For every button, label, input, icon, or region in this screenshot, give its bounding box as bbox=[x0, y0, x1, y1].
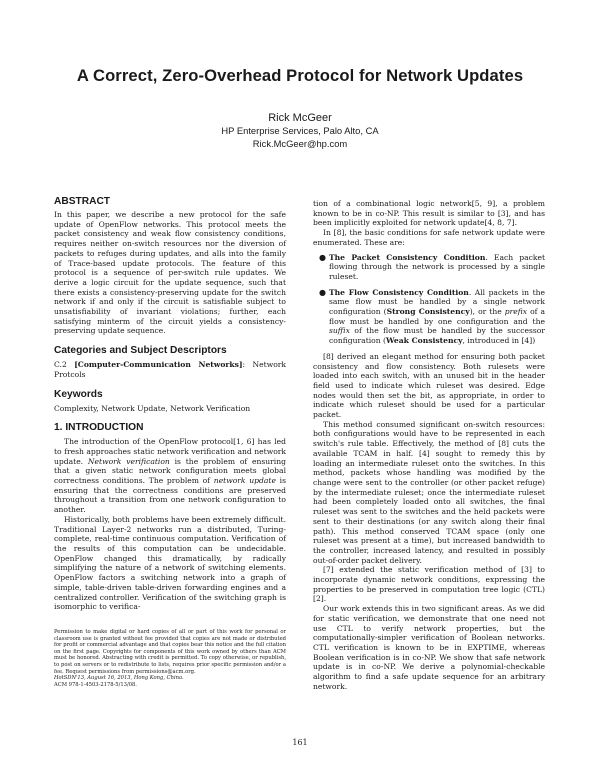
introduction-heading: 1. INTRODUCTION bbox=[54, 422, 144, 434]
bullet-1-text: . Each packet flowing through the network is processed by a single ruleset. bbox=[329, 252, 545, 281]
right-paragraph-6: Our work extends this in two significant areas. As we did for static verification, we demonstrate that one need not use CTL to verify network properties, but the computationally-simpler verification of Boolean networks. CTL verification is known to be in EXPTIME, whereas Boolean verification is in co-NP. We show that safe network update is in co-NP. We derive a polynomial-checkable algorithm to find a safe update sequence for an arbitrary network. bbox=[313, 604, 545, 691]
list-item bbox=[319, 287, 546, 346]
bullet-2-head: The Flow Consistency Condition bbox=[329, 287, 469, 297]
abstract-text: In this paper, we describe a new protocol for the safe update of OpenFlow networks. This protocol meets the packet consistency and weak flow consistency conditions, requires neither on-switch resources nor the diversion of packets to refuges during updates, and alls into the family of Trace-based update protocols. The feature of this protocol is a sequence of per-switch rule updates. We derive a logic circuit for the update sequence, such that there exists a consistency-preserving update for the switch network if and only if the circuit is satisfiable subject to unsatisfiability of invariant violations; further, each satisfying minterm of the circuit yields a consistency-preserving update sequence. bbox=[54, 210, 286, 336]
bullet-1-head: The Packet Consistency Condition bbox=[329, 252, 486, 262]
intro-paragraph-1 bbox=[54, 437, 286, 515]
bullet-2-bold-1: Strong Consistency bbox=[386, 307, 470, 317]
right-paragraph-3: [8] derived an elegant method for ensuring both packet consistency and flow consistency. Both rulesets were loaded into each switch, with an unused bit in the header field used to indicate which ruleset was desired. Edge nodes would then set the bit, as appropriate, in order to indicate which ruleset should be used for a particular packet. bbox=[313, 351, 545, 420]
keywords-heading: Keywords bbox=[54, 388, 103, 400]
footnote-venue bbox=[54, 675, 286, 682]
categories-post: : Network Protcols bbox=[54, 360, 287, 379]
conditions-list bbox=[313, 253, 545, 346]
bullet-2-text-e: , introduced in [4]) bbox=[462, 336, 536, 346]
categories-bold: [Computer-Communication Networks] bbox=[74, 360, 243, 370]
right-paragraph-5: [7] extended the static verification method of [3] to incorporate dynamic network conditions, expressing the properties to be preserved in computation tree logic (CTL)[2]. bbox=[313, 565, 545, 604]
list-item bbox=[319, 252, 545, 282]
bullet-2-em-1: prefix bbox=[504, 307, 528, 317]
intro-p1-em2: network update bbox=[213, 476, 276, 486]
bullet-2-em-2: suffix bbox=[329, 326, 350, 336]
right-paragraph-1: tion of a combinational logic network[5, 9], a problem known to be in co-NP. This result is similar to [3], and has been implicitly exploited for network update[4, 8, 7]. bbox=[313, 199, 545, 228]
right-column bbox=[313, 199, 545, 691]
bullet-icon: ● bbox=[319, 287, 326, 297]
bullet-2-text-d: of the flow must be handled by the successor configuration ( bbox=[329, 326, 545, 346]
footnote-copyright: ACM 978-1-4503-2178-5/13/08. bbox=[54, 681, 137, 688]
intro-p1-b: is the problem of ensuring that a given static network configuration meets global correctness conditions. The problem of bbox=[54, 456, 286, 486]
categories-heading: Categories and Subject Descriptors bbox=[54, 345, 227, 357]
intro-paragraph-2: Historically, both problems have been extremely difficult. Traditional Layer-2 networks run a distributed, Turing-complete, real-time continuous computation. Verification of the results of this computation can be undecidable. OpenFlow changed this dramatically, by radically simplifying the nature of a network of switching elements. OpenFlow factors a switching network into a graph of simple, table-driven table-driven forwarding engines and a centralized controller. Verification of the switching graph is isomorphic to verifica- bbox=[54, 514, 286, 612]
categories-text bbox=[54, 360, 286, 379]
author-name: Rick McGeer bbox=[268, 112, 332, 124]
keywords-text: Complexity, Network Update, Network Verification bbox=[54, 403, 251, 413]
author-email[interactable]: Rick.McGeer@hp.com bbox=[252, 138, 348, 149]
paper-title: A Correct, Zero-Overhead Protocol for Network Updates bbox=[76, 66, 524, 85]
intro-p1-c: is ensuring that the correctness conditions are preserved throughout a transition from one network configuration to another. bbox=[54, 476, 286, 515]
intro-p1-a: The introduction of the OpenFlow protocol[1, 6] has led to fresh approaches static network verification and network update. bbox=[54, 437, 286, 466]
intro-p1-em1: Network verification bbox=[87, 456, 170, 466]
permission-footnote bbox=[54, 629, 286, 688]
bullet-2-text-b: ), or the bbox=[469, 307, 505, 317]
author-affiliation: HP Enterprise Services, Palo Alto, CA bbox=[221, 125, 379, 136]
left-column bbox=[54, 196, 286, 612]
abstract-heading: ABSTRACT bbox=[54, 196, 111, 207]
right-paragraph-4: This method consumed significant on-switch resources: both configurations would have to be represented in each switch's rule table. Effectively, the method of [8] cuts the available TCAM in half. [4] sought to remedy this by loading an intermediate ruleset onto the switches. In this method, packets whose handling was modified by the change were sent to the controller (or other packet refuge) by the intermediate ruleset; once the intermediate ruleset had been completely loaded onto all switches, the final ruleset was sent to the switches and the held packets were sent to their destinations (or any switch along their final path). This method conserved TCAM space (only one ruleset was present at a time), but increased bandwidth to the controller, increased latency, and resulted in possibly out-of-order packet delivery. bbox=[313, 419, 545, 565]
bullet-2-text-c: of a flow must be handled by one configuration and the bbox=[329, 307, 545, 326]
bullet-2-bold-2: Weak Consistency bbox=[386, 336, 463, 346]
footnote-venue-text: HotSDN'13, August 16, 2013, Hong Kong, China. bbox=[54, 675, 184, 682]
bullet-icon: ● bbox=[319, 252, 326, 262]
page-number: 161 bbox=[292, 738, 308, 747]
categories-pre: C.2 bbox=[54, 360, 75, 370]
bullet-2-text-a: . All packets in the same flow must be handled by a single network configuration ( bbox=[329, 287, 546, 317]
right-paragraph-2: In [8], the basic conditions for safe network update were enumerated. These are: bbox=[313, 228, 545, 247]
footnote-text: Permission to make digital or hard copies of all or part of this work for personal or classroom use is granted without fee provided that copies are not made or distributed for profit or commercial advantage and that copies bear this notice and the full citation on the first page. Copyrights for components of this work owned by others than ACM must be honored. Abstracting with credit is permitted. To copy otherwise, or republish, to post on servers or to redistribute to lists, requires prior specific permission and/or a fee. Request permissions from permissions@acm.org. bbox=[54, 629, 286, 675]
